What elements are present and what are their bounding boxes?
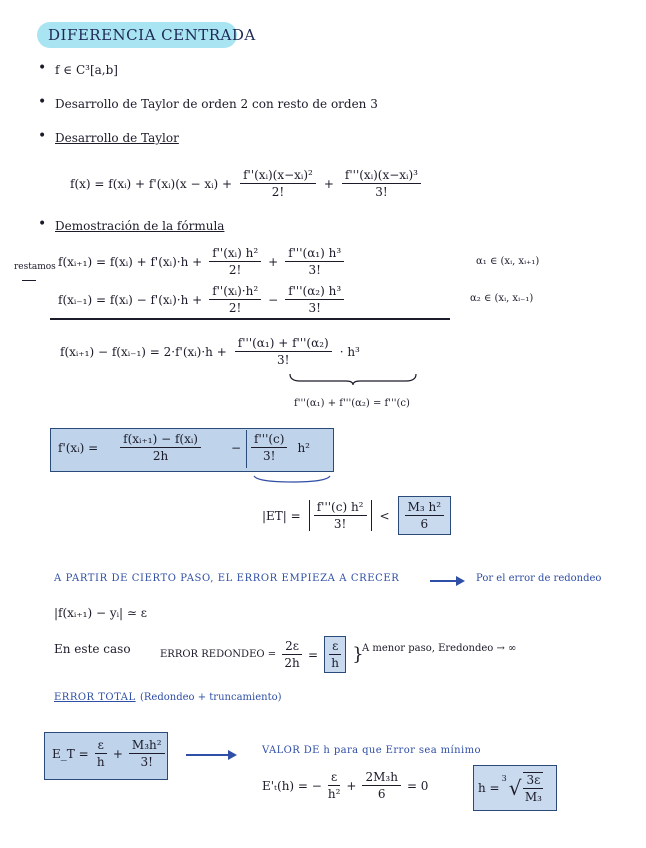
arrow-line	[186, 754, 230, 756]
paso-reason: Por el error de redondeo	[476, 573, 602, 584]
derivative-equation: E'ₜ(h) = − $\frac{\varepsilon}{\text{h²}}$ + $\frac{\text{2M₃h}}{6}$ = 0	[262, 770, 429, 801]
bound-box: $\frac{\text{M₃ h²}}{6}$	[398, 496, 451, 535]
error-underbrace	[252, 474, 332, 484]
bullet-dot: •	[38, 60, 47, 76]
brace-note: f'''(α₁) + f'''(α₂) = f'''(c)	[294, 398, 410, 409]
demo-row-2: f(xᵢ₋₁) = f(xᵢ) − f'(xᵢ)·h + $\frac{\text{f''(xᵢ)·h²}}{2!}$ − $\frac{\text{f'''(α₂) h³}}{3!}$	[58, 284, 344, 315]
alpha1-interval: α₁ ∈ (xᵢ, xᵢ₊₁)	[476, 256, 540, 267]
subtraction-line	[50, 318, 450, 320]
bullet-dot: •	[38, 128, 47, 144]
bullet-dot: •	[38, 94, 47, 110]
minus-mark	[22, 280, 36, 281]
bullet-taylor-heading: Desarrollo de Taylor	[55, 131, 179, 145]
rounding-approx: |f(xᵢ₊₁) − yᵢ| ≃ ε	[54, 606, 147, 620]
arrow-line	[430, 580, 458, 582]
bullet-class: f ∈ C³[a,b]	[55, 63, 118, 77]
total-error-formula: E_T = $\frac{\varepsilon}{h}$ + $\frac{\text{M₃h²}}{3!}$	[52, 738, 165, 769]
optimal-h-formula: h = 3 √ $\frac{3\varepsilon}{\text{M₃}}$	[478, 773, 542, 804]
truncation-error-bound: |ET| = $\frac{\text{f'''(c) h²}}{3!}$ < $\frac{\text{M₃ h²}}{6}$	[262, 496, 451, 535]
demo-difference: f(xᵢ₊₁) − f(xᵢ₋₁) = 2·f'(xᵢ)·h + $\frac{\text{f'''(α₁) + f'''(α₂)}}{3!}$ · h³	[60, 336, 360, 367]
bullet-taylor-order: Desarrollo de Taylor de orden 2 con resto de orden 3	[55, 97, 378, 111]
rounding-box: $\frac{\varepsilon}{h}$	[324, 636, 346, 673]
paso-statement: A PARTIR DE CIERTO PASO, EL ERROR EMPIEZA A CRECER	[54, 573, 400, 584]
alpha2-interval: α₂ ∈ (xᵢ, xᵢ₋₁)	[470, 293, 534, 304]
bullet-demo-heading: Demostración de la fórmula	[55, 219, 225, 233]
page-title: DIFERENCIA CENTRADA	[48, 26, 256, 44]
redondeo-intro: En este caso	[54, 642, 131, 656]
arrow-right-icon	[228, 750, 237, 760]
central-difference-formula: f'(xᵢ) = $\frac{\text{f(xᵢ₊₁) − f(xᵢ)}}{2h}$ − $\frac{f'''(c)}{3!}$ h²	[58, 432, 310, 463]
taylor-term-3: $\frac{\text{f'''(xᵢ)(x−xᵢ)³}}{3!}$	[342, 168, 421, 199]
total-error-heading: ERROR TOTAL	[54, 692, 136, 703]
underbrace	[288, 372, 418, 386]
taylor-lhs: f(x) = f(xᵢ) + f'(xᵢ)(x − xᵢ) +	[70, 176, 233, 191]
rounding-note: A menor paso, Eredondeo → ∞	[362, 643, 517, 654]
restamos-note: restamos	[14, 262, 56, 272]
rounding-error-formula: ERROR REDONDEO = $\frac{2\varepsilon}{2h}$ = $\frac{\varepsilon}{h}$ }	[160, 636, 364, 673]
total-error-sub: (Redondeo + truncamiento)	[140, 692, 282, 703]
demo-row-1: f(xᵢ₊₁) = f(xᵢ) + f'(xᵢ)·h + $\frac{\text{f''(xᵢ) h²}}{2!}$ + $\frac{\text{f'''(α₁) h³}}{3!}$	[58, 246, 344, 277]
arrow-right-icon	[456, 576, 465, 586]
bullet-dot: •	[38, 216, 47, 232]
taylor-term-2: $\frac{\text{f''(xᵢ)(x−xᵢ)²}}{2!}$	[240, 168, 316, 199]
taylor-expansion: f(x) = f(xᵢ) + f'(xᵢ)(x − xᵢ) + $\frac{\text{f''(xᵢ)(x−xᵢ)²}}{2!}$ + $\frac{\text{f'''(xᵢ)(x−xᵢ)³}}{3!}$	[70, 168, 421, 199]
min-error-statement: VALOR DE h para que Error sea mínimo	[262, 745, 481, 756]
